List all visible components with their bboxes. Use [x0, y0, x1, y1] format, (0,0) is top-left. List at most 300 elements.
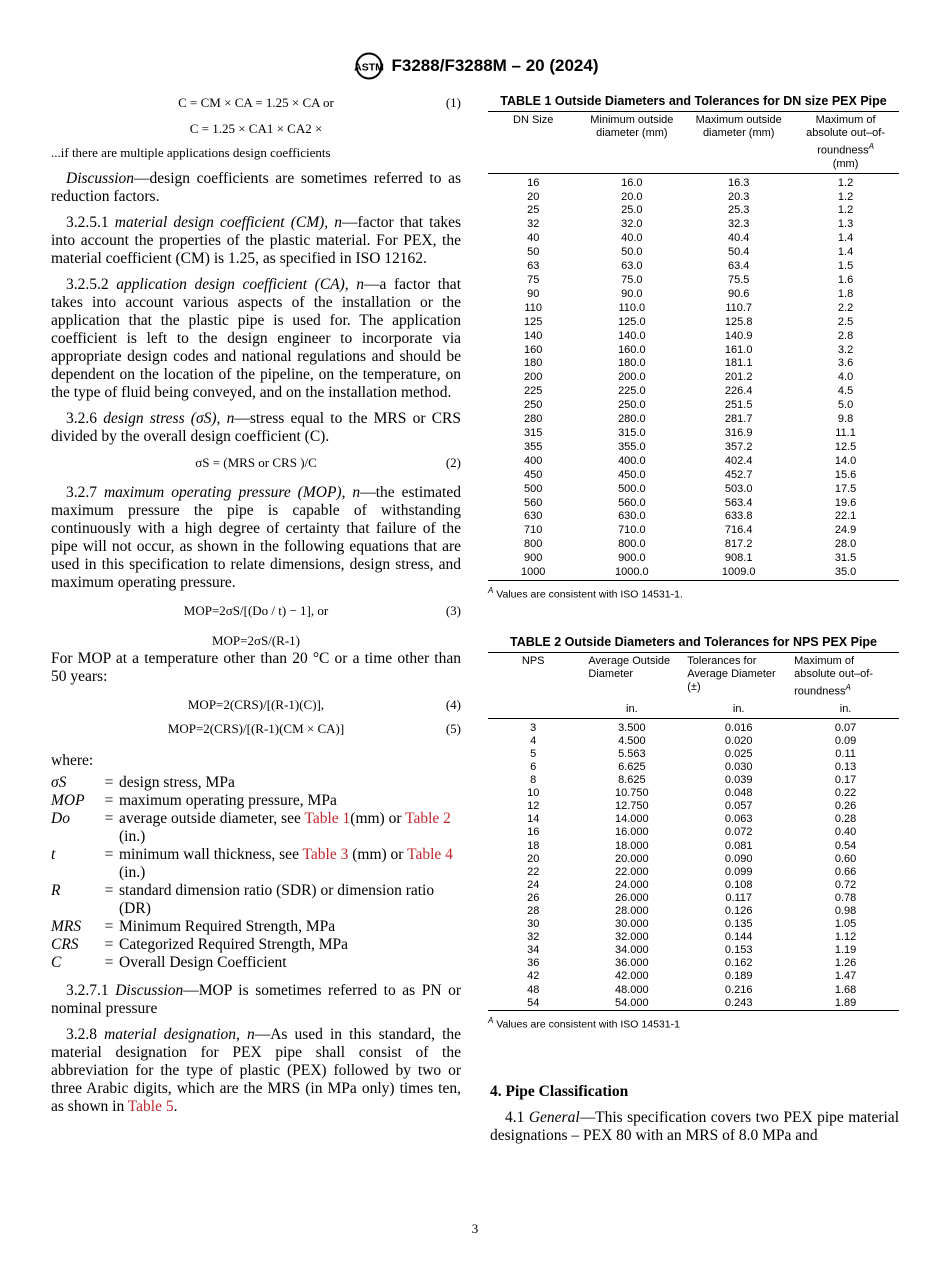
header-unit: (mm): [832, 157, 859, 170]
table-cell: 1.2: [837, 176, 854, 189]
definition-text: average outside diameter, see: [119, 810, 305, 827]
footnote-text: Values are consistent with ISO 14531-1.: [496, 588, 683, 601]
table-cell: 32.0: [621, 218, 643, 231]
term: application design coefficient (CA), n: [116, 276, 365, 293]
table-cell: 0.099: [724, 865, 753, 878]
table-cell: 75: [527, 274, 540, 286]
table-cell: 560: [524, 496, 543, 509]
where-label: where:: [51, 752, 94, 769]
table-cell: 26.000: [615, 891, 649, 904]
definition: standard dimension ratio (SDR) or dimension ratio (DR): [119, 882, 435, 917]
column-header: [792, 653, 899, 701]
column-header: Average Outside Diameter: [588, 655, 671, 680]
table-cell: 8.625: [618, 774, 646, 787]
table-1-link[interactable]: Table 1: [304, 810, 351, 827]
table-cell: 4.0: [837, 371, 854, 384]
table-cell: 54.000: [615, 996, 649, 1009]
definition-text: .: [173, 1098, 178, 1115]
table-row: [488, 455, 899, 469]
table-row: [488, 385, 899, 399]
table-cell: 1.8: [837, 287, 854, 300]
table-cell: 3.500: [618, 721, 646, 734]
table-cell: 36.000: [615, 957, 649, 970]
table-cell: 63: [527, 260, 540, 273]
table-cell: 22.1: [834, 510, 857, 523]
table-cell: 0.081: [724, 839, 753, 852]
table-row: [488, 483, 899, 497]
equation-3b-expr: MOP=2σS/(R-1): [211, 633, 301, 648]
definition-row: [51, 792, 461, 810]
equation-1b: [51, 120, 461, 138]
table-cell: 0.78: [834, 891, 857, 904]
section-3-2-6: [51, 410, 461, 446]
table-cell: 908.1: [724, 552, 753, 565]
section-4-1: [490, 1109, 899, 1145]
table-cell: 42: [527, 970, 540, 983]
equals-sign: =: [104, 774, 114, 791]
table-row: [488, 371, 899, 385]
symbol: CRS: [51, 936, 79, 953]
table-cell: 180.0: [618, 357, 646, 370]
table-cell: 500: [524, 482, 543, 495]
table-cell: 225.0: [618, 385, 646, 398]
section-3-2-5-2: [51, 276, 461, 402]
table-cell: 50: [527, 246, 540, 259]
definitions-table: [51, 774, 461, 972]
definition: Categorized Required Strength, MPa: [119, 936, 349, 953]
definition-text: (mm) or: [350, 810, 406, 827]
term: material design coefficient (CM), n: [114, 214, 343, 231]
table-row: [488, 427, 899, 441]
table-row: [488, 931, 899, 944]
section-4-heading: 4. Pipe Classification: [490, 1083, 629, 1100]
table-cell: 0.057: [724, 800, 753, 813]
equals-sign: =: [104, 936, 114, 953]
table-1-caption: TABLE 1 Outside Diameters and Tolerances for DN size PEX Pipe: [500, 94, 887, 108]
table-cell: 280.0: [618, 413, 646, 426]
definition-text: (in.): [119, 828, 146, 845]
page-header: [0, 52, 950, 85]
definition-text: —MOP is sometimes referred to as PN or nominal pressure: [51, 982, 462, 1017]
table-row: [488, 204, 899, 218]
table-cell: 250: [524, 399, 543, 412]
table-1-block: [488, 94, 899, 600]
table-row: [488, 288, 899, 302]
section-number: 3.2.8: [66, 1026, 97, 1043]
table-row: [488, 813, 899, 826]
footnote-mark: A: [868, 142, 874, 151]
table-cell: 140.9: [724, 329, 753, 342]
table-cell: 563.4: [724, 496, 753, 509]
equation-3-expr: MOP=2σS/[(Do / t) − 1], or: [183, 603, 329, 618]
table-cell: 402.4: [724, 454, 753, 467]
term: material designation, n: [104, 1026, 255, 1043]
table-cell: 5.563: [618, 747, 646, 760]
table-4-link[interactable]: Table 4: [407, 846, 453, 863]
table-5-link[interactable]: Table 5: [127, 1098, 174, 1115]
table-cell: 0.28: [834, 813, 857, 826]
term: General: [528, 1109, 580, 1126]
table-cell: 161.0: [724, 343, 753, 356]
equals-sign: =: [104, 792, 114, 809]
table-cell: 48.000: [615, 983, 649, 996]
table-cell: 3.6: [837, 357, 854, 370]
table-row: [488, 879, 899, 892]
table-cell: 25.3: [727, 204, 750, 217]
table-cell: 0.189: [724, 970, 753, 983]
equation-5-expr: MOP=2(CRS)/[(R-1)(CM × CA)]: [167, 721, 345, 736]
table-cell: 40: [527, 232, 540, 245]
section-number: 4.1: [505, 1109, 525, 1126]
equation-note: ...if there are multiple applications design coefficients: [51, 145, 331, 160]
table-cell: 6: [530, 760, 537, 773]
equals-sign: =: [104, 810, 114, 827]
table-cell: 160.0: [618, 343, 646, 356]
equation-5: [51, 720, 461, 738]
table-row: [488, 853, 899, 866]
definition: maximum operating pressure, MPa: [119, 792, 337, 809]
table-cell: 18: [527, 839, 540, 852]
table-cell: 450: [524, 468, 543, 481]
table-cell: 30.000: [615, 918, 649, 931]
table-cell: 30: [527, 918, 540, 931]
table-cell: 24.9: [834, 524, 857, 537]
discussion-label: Discussion: [66, 170, 135, 187]
section-3-2-5-1: [51, 214, 461, 268]
table-cell: 0.063: [724, 813, 753, 826]
table-cell: 0.243: [724, 996, 753, 1009]
table-row: [488, 826, 899, 839]
section-number: 3.2.7: [66, 484, 97, 501]
table-cell: 16: [527, 176, 540, 189]
table-2-body: [488, 718, 899, 1010]
table-cell: 16.000: [615, 826, 649, 839]
table-cell: 32.3: [727, 218, 750, 231]
definition-row: [51, 918, 461, 936]
table-cell: 0.144: [724, 931, 753, 944]
table-cell: 0.26: [834, 800, 857, 813]
table-row: [488, 399, 899, 413]
column-header: NPS: [521, 655, 545, 667]
table-row: [488, 840, 899, 853]
definition-text: —stress equal to the MRS or CRS divided by the overall design coefficient (C).: [51, 410, 462, 445]
table-cell: 34: [527, 944, 540, 957]
section-number: 3.2.7.1: [66, 982, 109, 999]
table-cell: 200: [524, 371, 543, 384]
unit-cell: in.: [732, 702, 745, 715]
table-cell: 36: [527, 957, 540, 970]
definition-text: (mm) or: [348, 846, 408, 863]
table-cell: 1.26: [834, 957, 857, 970]
table-2-footnote: [488, 1016, 899, 1031]
symbol: C: [51, 954, 62, 971]
table-row: [488, 413, 899, 427]
table-cell: 315.0: [618, 426, 646, 439]
definition-text: —a factor that takes into account various aspects of the installation or the application that the plastic pipe is used for. The application coefficient is left to the design engineer to incorporate via appropriate design codes and national regulations and should be dependent on the location of the pipeline, on the temperature, on the type of fluid being conveyed, and on the installation method.: [51, 276, 461, 401]
table-cell: 633.8: [724, 510, 753, 523]
table-cell: 1009.0: [721, 566, 756, 579]
table-cell: 1000: [520, 566, 546, 579]
table-cell: 75.5: [727, 274, 750, 286]
definition-row: [51, 882, 461, 918]
table-cell: 15.6: [834, 468, 857, 481]
definition-row: [51, 774, 461, 792]
table-header-row: [488, 653, 899, 701]
table-cell: 1.2: [837, 190, 854, 203]
table-cell: 450.0: [618, 468, 646, 481]
equals-sign: =: [104, 918, 114, 935]
unit-cell: in.: [626, 702, 638, 715]
footnote-text: Values are consistent with ISO 14531-1: [496, 1018, 680, 1031]
column-header: Tolerances for Average Diameter (±): [687, 655, 776, 693]
table-2-link[interactable]: Table 2: [405, 810, 451, 827]
table-row: [488, 761, 899, 774]
table-row: [488, 787, 899, 800]
table-cell: 6.625: [618, 760, 646, 773]
equals-sign: =: [104, 846, 114, 863]
section-3-2-8: [51, 1026, 461, 1116]
symbol: MOP: [51, 792, 85, 809]
section-4: [490, 1083, 899, 1145]
table-row: [488, 984, 899, 997]
table-cell: 500.0: [618, 482, 646, 495]
table-cell: 0.135: [724, 918, 753, 931]
equation-4-number: (4): [445, 697, 461, 712]
table-row: [488, 774, 899, 787]
table-cell: 200.0: [618, 371, 646, 384]
table-3-link[interactable]: Table 3: [302, 846, 349, 863]
section-3-2-7: [51, 484, 461, 592]
table-cell: 250.0: [618, 399, 646, 412]
discussion-paragraph: [51, 170, 461, 206]
definition-text: —As used in this standard, the material designation for PEX pipe shall consist of the abbreviation for the type of plastic (PEX) followed by two or three Arabic digits, which are the MRS (in MPa only) times ten, as shown in: [51, 1026, 461, 1115]
table-cell: 800: [524, 538, 543, 551]
table-cell: 0.66: [834, 865, 857, 878]
table-cell: 4.5: [837, 385, 854, 398]
table-row: [488, 997, 899, 1011]
table-row: [488, 246, 899, 260]
table-cell: 1.12: [834, 931, 857, 944]
symbol: R: [51, 882, 61, 899]
table-cell: 1000.0: [615, 566, 649, 579]
table-cell: 630: [524, 510, 543, 523]
equation-3b: [51, 632, 461, 650]
table-cell: 12: [527, 800, 540, 813]
table-cell: 0.025: [724, 747, 753, 760]
table-cell: 0.126: [724, 904, 753, 917]
table-row: [488, 357, 899, 371]
table-cell: 0.048: [724, 787, 753, 800]
column-header: DN Size: [513, 114, 554, 126]
table-cell: 32: [527, 931, 540, 944]
table-row: [488, 497, 899, 511]
table-cell: 11.1: [835, 426, 856, 439]
definition-text: —factor that takes into account the properties of the plastic material. For PEX, the material coefficient (CM) is 1.25, as specified in ISO 12162.: [51, 214, 462, 267]
table-cell: 20.3: [727, 190, 750, 203]
left-column: [51, 94, 461, 1124]
table-cell: 24.000: [615, 878, 649, 891]
definition-row: [51, 954, 461, 972]
table-cell: 1.3: [837, 218, 854, 231]
table-cell: 900: [524, 552, 543, 565]
table-cell: 20: [527, 852, 540, 865]
table-cell: 0.108: [724, 878, 753, 891]
table-cell: 800.0: [618, 538, 646, 551]
footnote-mark: A: [488, 1015, 494, 1025]
table-cell: 0.13: [834, 760, 857, 773]
table-cell: 35.0: [834, 566, 857, 579]
table-row: [488, 218, 899, 232]
definition: Minimum Required Strength, MPa: [119, 918, 336, 935]
table-cell: 16.0: [621, 176, 643, 189]
table-cell: 181.1: [724, 357, 753, 370]
table-row: [488, 748, 899, 761]
equation-2-expr: σS = (MRS or CRS )/C: [195, 455, 317, 470]
equation-1: [51, 94, 461, 112]
equation-1-expr: C = CM × CA = 1.25 × CA or: [178, 95, 334, 110]
astm-logo-icon: [352, 52, 386, 80]
table-cell: 1.05: [834, 918, 857, 931]
table-cell: 63.0: [621, 260, 643, 273]
table-cell: 14: [527, 813, 540, 826]
column-header: [792, 112, 899, 174]
table-cell: 1.2: [837, 204, 854, 217]
table-cell: 17.5: [834, 482, 857, 495]
table-cell: 0.98: [834, 904, 857, 917]
table-row: [488, 469, 899, 483]
equation-2: [51, 454, 461, 472]
table-cell: 400: [524, 454, 543, 467]
table-1-footnote: [488, 586, 899, 601]
table-header-row: [488, 112, 899, 174]
table-cell: 2.5: [837, 315, 854, 328]
table-cell: 31.5: [834, 552, 857, 565]
table-row: [488, 260, 899, 274]
document-title: F3288/F3288M – 20 (2024): [391, 56, 599, 75]
definition: [119, 846, 461, 882]
definition: Overall Design Coefficient: [119, 954, 287, 971]
table-cell: 24: [527, 878, 540, 891]
table-cell: 25.0: [621, 204, 643, 217]
table-cell: 2.2: [837, 301, 854, 314]
equation-5-number: (5): [445, 721, 461, 736]
table-cell: 12.5: [834, 440, 857, 453]
table-row: [488, 173, 899, 190]
header-text: Maximum of absolute out–of-roundness: [806, 114, 885, 157]
table-row: [488, 866, 899, 879]
table-row: [488, 718, 899, 735]
definition-text: (in.): [119, 864, 146, 881]
table-cell: 1.4: [837, 246, 854, 259]
table-cell: 0.40: [834, 826, 857, 839]
table-cell: 5: [530, 747, 537, 760]
section-number: 3.2.5.1: [66, 214, 109, 231]
term: design stress (σS), n: [103, 410, 235, 427]
section-number: 3.2.5.2: [66, 276, 109, 293]
table-cell: 34.000: [615, 944, 649, 957]
table-cell: 19.6: [834, 496, 857, 509]
table-row: [488, 344, 899, 358]
table-cell: 160: [524, 343, 543, 356]
table-cell: 226.4: [724, 385, 753, 398]
equals-sign: =: [104, 954, 114, 971]
definition-text: —the estimated maximum pressure the pipe is capable of withstanding continuously with a high degree of certainty that failure of the pipe will not occur, as shown in the following equations that are used in this specification to relate dimensions, design stress, and maximum operating pressure.: [51, 484, 461, 591]
equation-1b-expr: C = 1.25 × CA1 × CA2 ×: [189, 121, 323, 136]
table-cell: 0.72: [834, 878, 857, 891]
table-cell: 125.8: [724, 315, 753, 328]
table-cell: 3: [530, 721, 537, 734]
equation-2-number: (2): [445, 455, 461, 470]
table-cell: 10: [527, 787, 540, 800]
table-cell: 400.0: [618, 454, 646, 467]
table-cell: 75.0: [621, 274, 643, 286]
table-cell: 110.0: [618, 301, 646, 314]
table-row: [488, 892, 899, 905]
table-cell: 90.6: [727, 287, 750, 300]
equation-3: [51, 602, 461, 620]
table-cell: 18.000: [615, 839, 649, 852]
table-cell: 90: [527, 287, 540, 300]
table-2-caption: TABLE 2 Outside Diameters and Tolerances for NPS PEX Pipe: [510, 635, 877, 649]
footnote-mark: A: [488, 585, 494, 595]
table-cell: 0.030: [724, 760, 753, 773]
table-cell: 0.216: [724, 983, 753, 996]
table-cell: 355: [524, 440, 543, 453]
table-row: [488, 566, 899, 580]
table-row: [488, 232, 899, 246]
definition-row: [51, 846, 461, 882]
table-cell: 4.500: [618, 734, 646, 747]
table-cell: 14.000: [615, 813, 649, 826]
definition: design stress, MPa: [119, 774, 235, 791]
table-row: [488, 510, 899, 524]
table-1-body: [488, 173, 899, 580]
definition: [119, 810, 461, 846]
table-cell: 503.0: [724, 482, 753, 495]
table-row: [488, 905, 899, 918]
term: Discussion: [115, 982, 184, 999]
table-cell: 25: [527, 204, 540, 217]
table-cell: 2.8: [837, 329, 854, 342]
table-cell: 0.153: [724, 944, 753, 957]
table-cell: 0.117: [725, 891, 753, 904]
page-number: 3: [471, 1221, 479, 1236]
table-cell: 281.7: [724, 413, 753, 426]
table-unit-row: [488, 701, 899, 719]
symbol: σS: [51, 774, 67, 791]
table-cell: 357.2: [724, 440, 753, 453]
table-row: [488, 302, 899, 316]
table-cell: 20.0: [621, 190, 643, 203]
table-cell: 710: [524, 524, 543, 537]
table-cell: 0.17: [834, 774, 857, 787]
table-cell: 125.0: [618, 315, 646, 328]
table-cell: 14.0: [834, 454, 857, 467]
table-cell: 452.7: [724, 468, 753, 481]
table-cell: 28: [527, 904, 540, 917]
definition-text: —This specification covers two PEX pipe material designations – PEX 80 with an MRS of 8.0 MPa and: [490, 1109, 899, 1144]
table-cell: 1.68: [834, 983, 857, 996]
footnote-mark: A: [845, 683, 851, 692]
table-cell: 90.0: [621, 287, 643, 300]
equation-1-number: (1): [445, 95, 461, 110]
table-cell: 3.2: [837, 343, 854, 356]
table-cell: 201.2: [724, 371, 753, 384]
equation-4: [51, 696, 461, 714]
table-cell: 316.9: [724, 426, 753, 439]
table-row: [488, 274, 899, 288]
table-cell: 50.4: [727, 246, 750, 259]
